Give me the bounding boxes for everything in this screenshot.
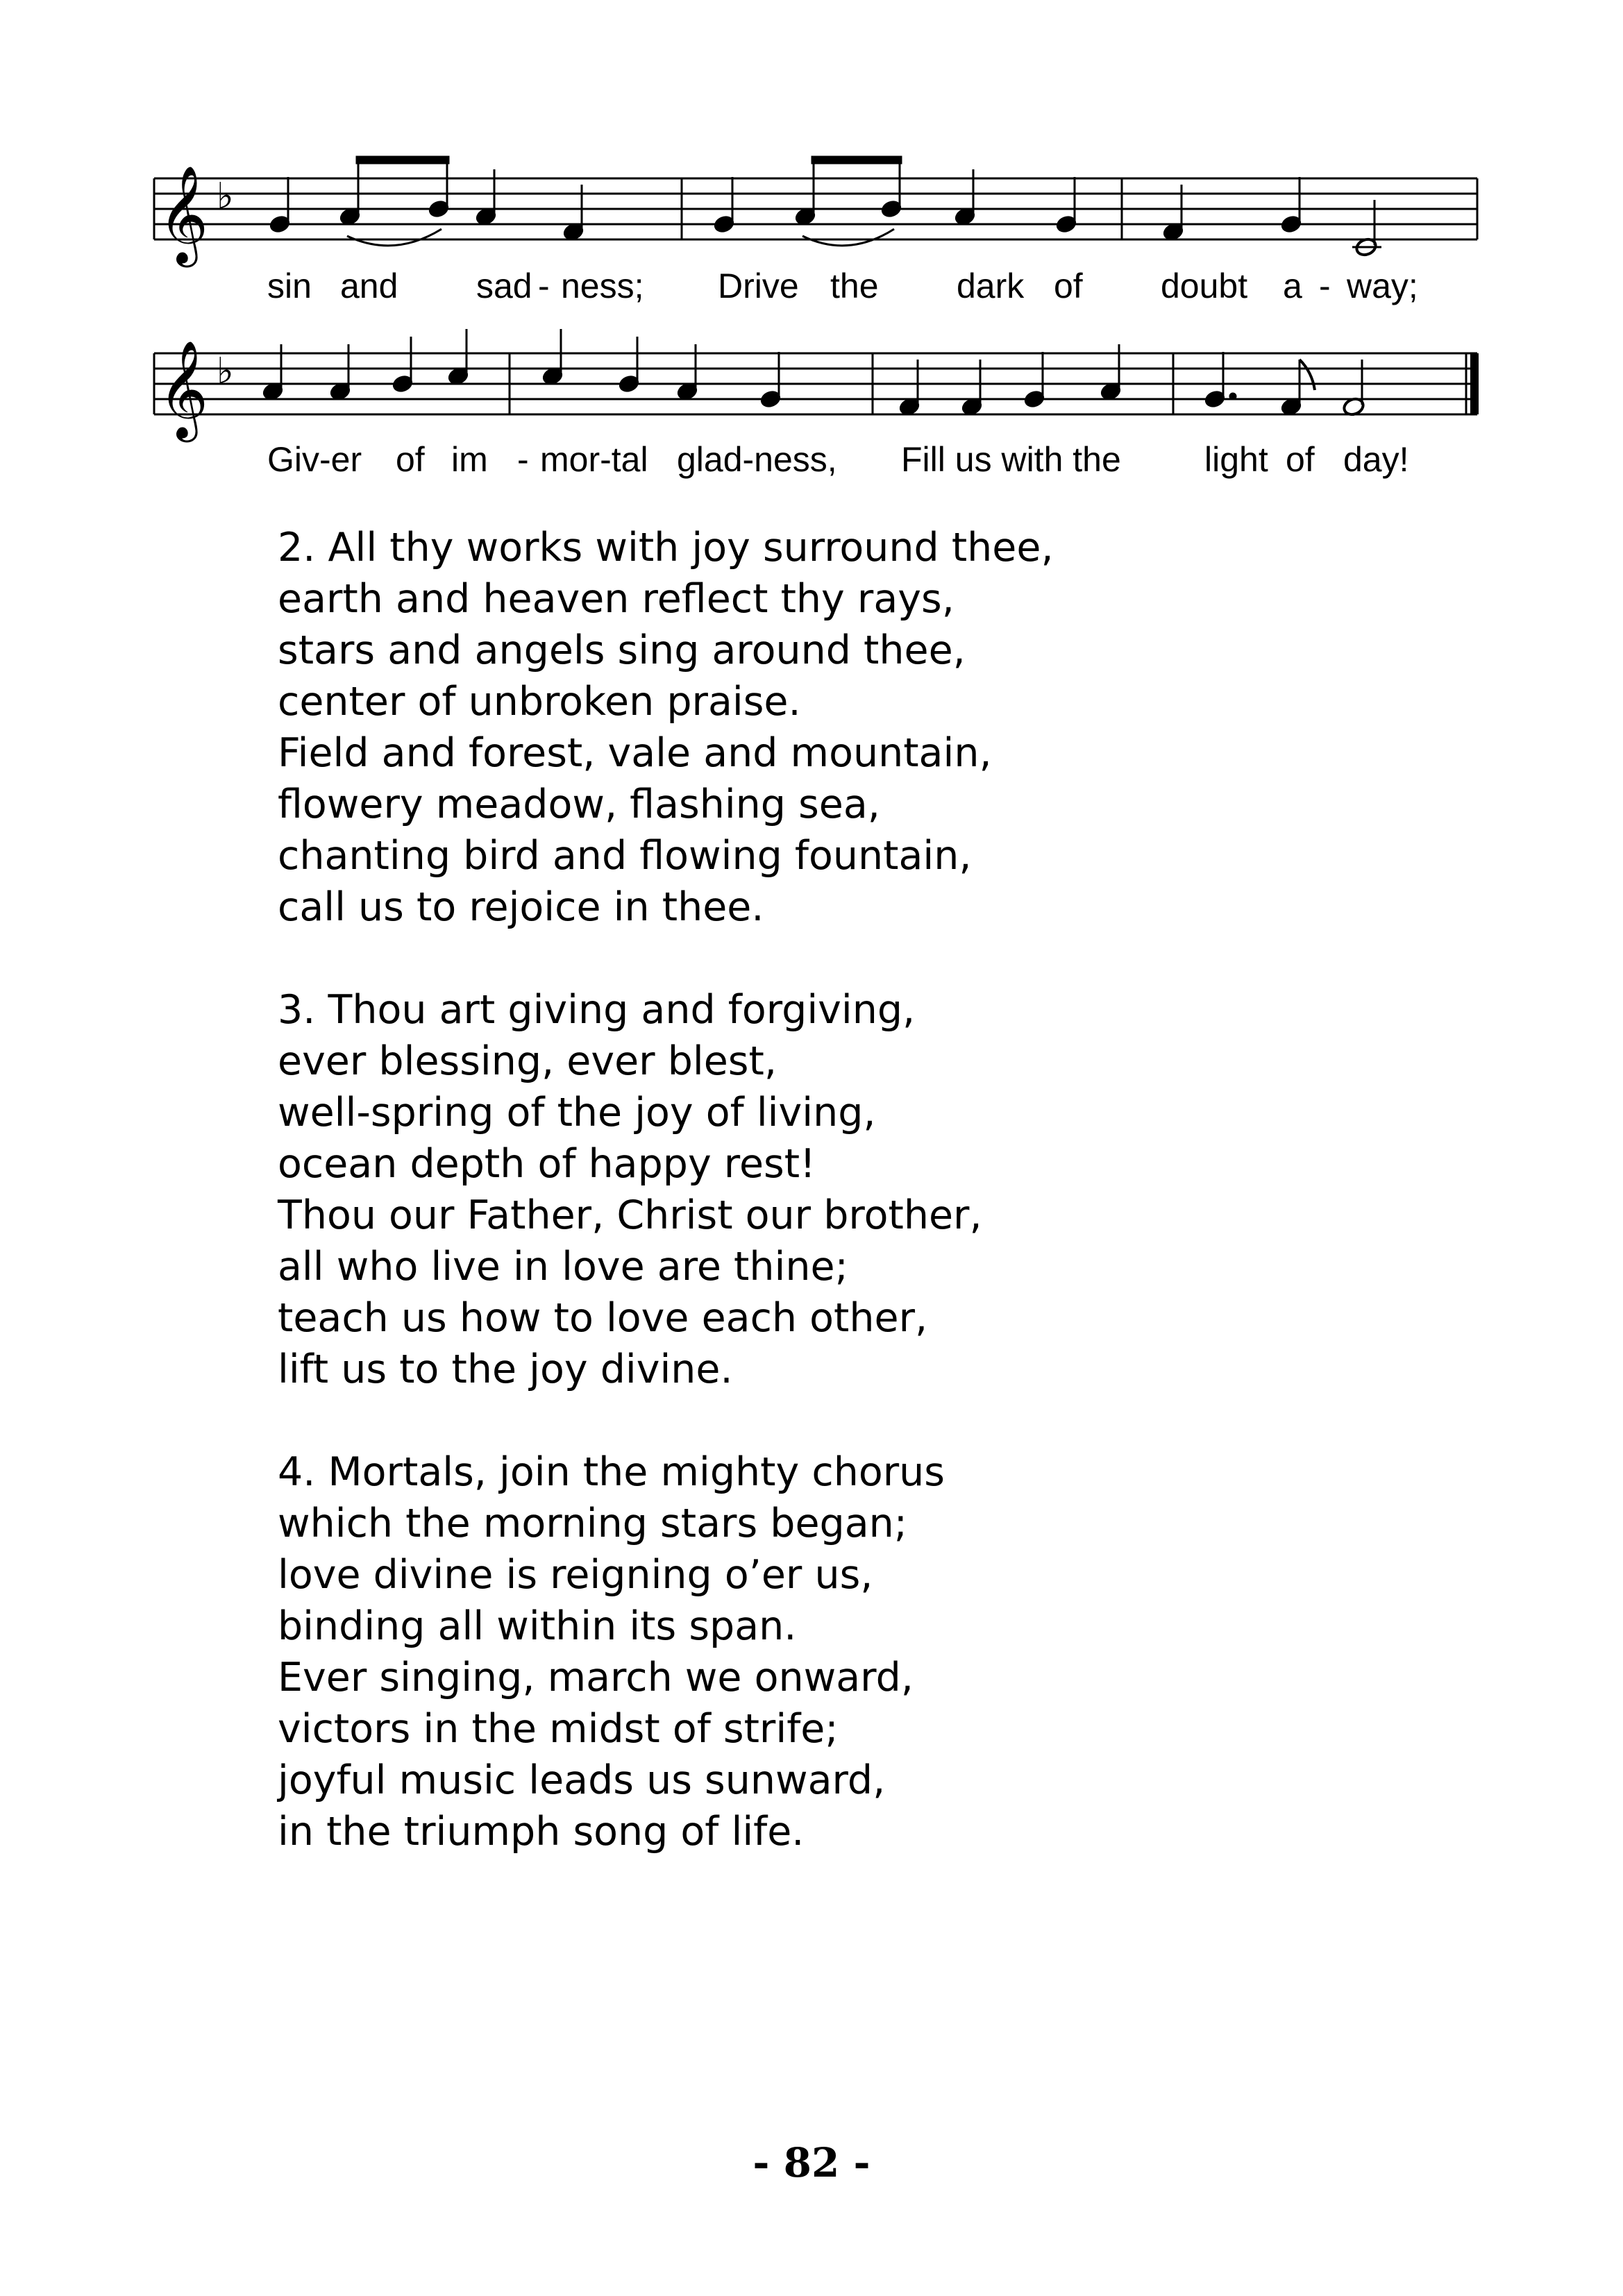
lyric-syllable: of <box>1054 267 1083 305</box>
verse-line: ocean depth of happy rest! <box>278 1141 816 1187</box>
verse-line: center of unbroken praise. <box>278 679 801 725</box>
notes-system-2 <box>261 329 1365 417</box>
verse-line: love divine is reigning o’er us, <box>278 1552 873 1598</box>
verse-line: teach us how to love each other, <box>278 1295 928 1341</box>
lyric-syllable: Fill us with the <box>901 440 1121 479</box>
verse-2 <box>278 522 1054 933</box>
lyric-syllable: doubt <box>1161 267 1248 305</box>
lyric-syllable: mor-tal <box>540 440 648 479</box>
lyric-syllable: Drive <box>718 267 799 305</box>
verse-line: 4. Mortals, join the mighty chorus <box>278 1449 945 1495</box>
lyric-hyphen: - <box>517 440 529 479</box>
lyric-hyphen: - <box>538 267 550 305</box>
lyric-syllable: ness; <box>561 267 644 305</box>
lyric-syllable: sad <box>476 267 532 305</box>
svg-text:♭: ♭ <box>217 176 234 217</box>
verse-line: all who live in love are thine; <box>278 1244 848 1290</box>
page-number: - 82 - <box>752 2139 871 2186</box>
lyric-syllable: sin <box>267 267 312 305</box>
verse-line: earth and heaven reflect thy rays, <box>278 576 955 622</box>
flat-icon <box>217 351 234 392</box>
verse-line: ever blessing, ever blest, <box>278 1038 777 1084</box>
lyric-syllable: the <box>830 267 879 305</box>
verse-line: in the triumph song of life. <box>278 1809 805 1855</box>
music-staff-1 <box>0 139 1623 278</box>
verse-line: 2. All thy works with joy surround thee, <box>278 525 1054 571</box>
treble-clef-icon <box>158 164 208 268</box>
lyric-hyphen: - <box>1319 267 1331 305</box>
lyrics-row-2 <box>0 439 1623 481</box>
verse-line: well-spring of the joy of living, <box>278 1090 876 1136</box>
verse-line: stars and angels sing around thee, <box>278 627 966 673</box>
verse-line: which the morning stars began; <box>278 1501 907 1546</box>
lyric-syllable: a <box>1283 267 1302 305</box>
verses <box>278 522 1054 1909</box>
lyric-syllable: and <box>340 267 398 305</box>
final-barline <box>1470 353 1479 414</box>
lyric-syllable: day! <box>1343 440 1409 479</box>
verse-line: lift us to the joy divine. <box>278 1347 733 1392</box>
lyric-syllable: dark <box>957 267 1025 305</box>
notes-system-1 <box>268 157 1381 258</box>
svg-text:𝄞: 𝄞 <box>158 339 209 438</box>
verse-line: chanting bird and flowing fountain, <box>278 833 972 879</box>
svg-text:♭: ♭ <box>217 351 234 392</box>
flat-icon <box>217 176 234 217</box>
verse-line: victors in the midst of strife; <box>278 1706 839 1752</box>
verse-line: joyful music leads us sunward, <box>278 1757 886 1803</box>
verse-line: binding all within its span. <box>278 1603 797 1649</box>
verse-line: Thou our Father, Christ our brother, <box>278 1192 982 1238</box>
lyric-syllable: Giv-er <box>267 440 362 479</box>
lyric-syllable: glad-ness, <box>677 440 837 479</box>
verse-line: flowery meadow, flashing sea, <box>278 782 880 827</box>
verse-line: 3. Thou art giving and forgiving, <box>278 987 916 1033</box>
verse-line: Field and forest, vale and mountain, <box>278 730 992 776</box>
lyric-syllable: of <box>396 440 425 479</box>
lyric-syllable: of <box>1286 440 1315 479</box>
lyric-syllable: way; <box>1347 267 1418 305</box>
lyric-syllable: light <box>1204 440 1268 479</box>
verse-4 <box>278 1446 1054 1857</box>
verse-line: call us to rejoice in thee. <box>278 884 764 930</box>
lyrics-row-1 <box>0 266 1623 307</box>
lyric-syllable: im <box>451 440 488 479</box>
music-staff-2 <box>0 312 1623 451</box>
treble-clef-icon <box>158 339 208 443</box>
verse-3 <box>278 984 1054 1395</box>
svg-text:𝄞: 𝄞 <box>158 164 209 263</box>
verse-line: Ever singing, march we onward, <box>278 1655 914 1700</box>
